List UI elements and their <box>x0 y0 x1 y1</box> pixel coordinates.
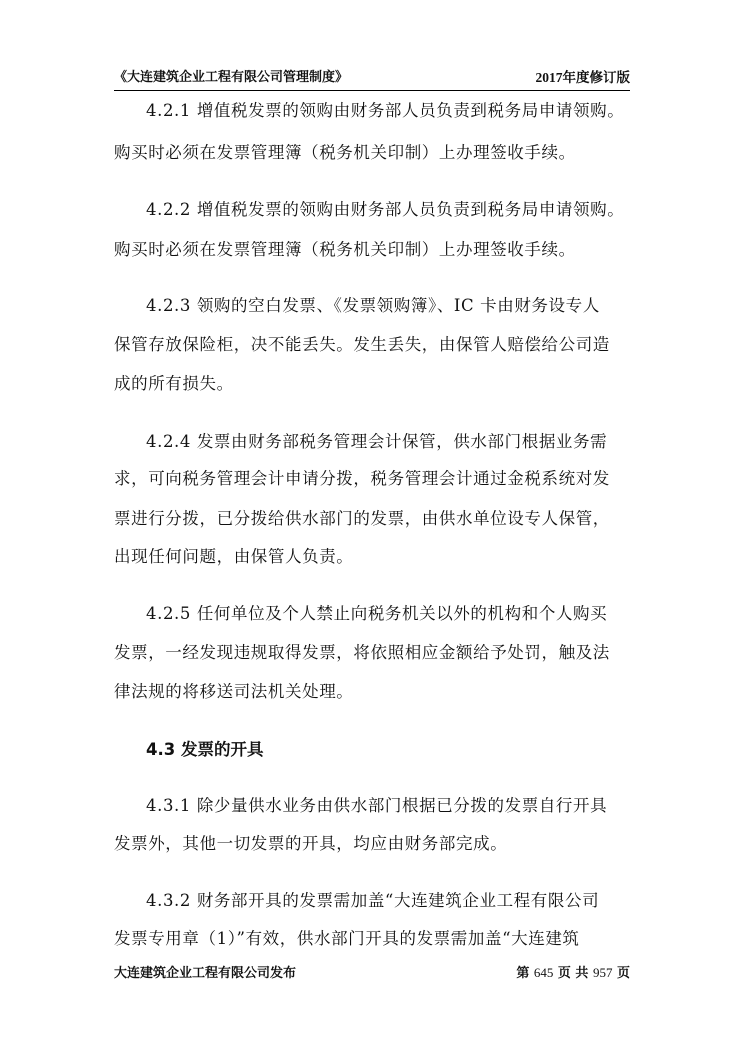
page-footer <box>114 962 630 982</box>
paragraph-4-2-4-line-2: 求，可向税务管理会计申请分拨，税务管理会计通过金税系统对发 <box>114 469 610 488</box>
page-header <box>114 66 630 91</box>
paragraph-4-2-3-line-2: 保管存放保险柜，决不能丢失。发生丢失，由保管人赔偿给公司造 <box>114 335 610 354</box>
paragraph-4-2-5-line-1: 4.2.5 任何单位及个人禁止向税务机关以外的机构和个人购买 <box>146 604 608 623</box>
page-suffix: 页 <box>616 966 630 981</box>
paragraph-4-3-2-line-1: 4.3.2 财务部开具的发票需加盖“大连建筑企业工程有限公司 <box>146 891 600 910</box>
paragraph-4-2-3-line-1: 4.2.3 领购的空白发票、《发票领购簿》、IC 卡由财务设专人 <box>146 296 600 315</box>
paragraph-4-2-4-line-3: 票进行分拨，已分拨给供水部门的发票，由供水单位设专人保管， <box>114 509 610 528</box>
edition-label: 2017年度修订版 <box>535 70 630 85</box>
paragraph-4-2-4-line-4: 出现任何问题，由保管人负责。 <box>114 547 354 566</box>
paragraph-4-2-2-line-2: 购买时必须在发票管理簿（税务机关印制）上办理签收手续。 <box>114 240 576 259</box>
paragraph-4-2-1-line-1: 4.2.1 增值税发票的领购由财务部人员负责到税务局申请领购。 <box>146 101 625 120</box>
total-pages: 957 <box>592 965 613 980</box>
paragraph-4-2-3-line-3: 成的所有损失。 <box>114 374 234 393</box>
page-prefix: 第 <box>516 966 530 981</box>
paragraph-4-3-1-line-1: 4.3.1 除少量供水业务由供水部门根据已分拨的发票自行开具 <box>146 796 608 815</box>
paragraph-4-2-5-line-2: 发票，一经发现违规取得发票，将依照相应金额给予处罚，触及法 <box>114 643 610 662</box>
page-mid: 页 共 <box>557 966 589 981</box>
paragraph-4-2-1-line-2: 购买时必须在发票管理簿（税务机关印制）上办理签收手续。 <box>114 143 576 162</box>
paragraph-4-3-2-line-2: 发票专用章（1）”有效，供水部门开具的发票需加盖“大连建筑 <box>114 929 580 948</box>
current-page: 645 <box>533 965 554 980</box>
paragraph-4-2-4-line-1: 4.2.4 发票由财务部税务管理会计保管，供水部门根据业务需 <box>146 432 608 451</box>
page-number <box>516 962 630 981</box>
publisher-label: 大连建筑企业工程有限公司发布 <box>114 966 297 981</box>
paragraph-4-2-2-line-1: 4.2.2 增值税发票的领购由财务部人员负责到税务局申请领购。 <box>146 200 625 219</box>
section-heading: 4.3 发票的开具 <box>146 740 264 759</box>
document-title: 《大连建筑企业工程有限公司管理制度》 <box>114 70 349 85</box>
paragraph-4-2-5-line-3: 律法规的将移送司法机关处理。 <box>114 682 354 701</box>
paragraph-4-3-1-line-2: 发票外，其他一切发票的开具，均应由财务部完成。 <box>114 834 508 853</box>
